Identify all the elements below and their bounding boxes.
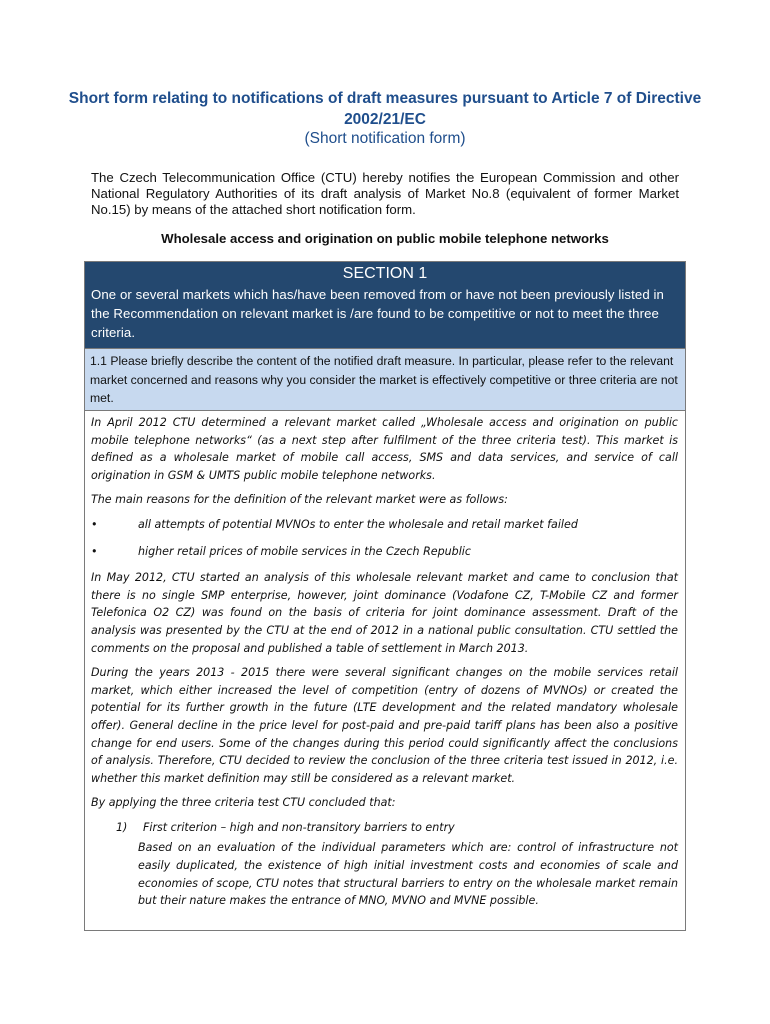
criterion-title: First criterion – high and non-transitory barriers to entry [143,820,455,834]
section-title: SECTION 1 [342,265,428,282]
bullet-item [91,516,678,534]
criterion-number: 1) [116,820,128,834]
bullet-text: all attempts of potential MVNOs to enter the wholesale and retail market failed [138,517,578,531]
bullet-text: higher retail prices of mobile services in the Czech Republic [138,544,471,558]
answer-paragraph: The main reasons for the definition of the relevant market were as follows: [91,493,508,507]
answer-paragraph: By applying the three criteria test CTU concluded that: [91,796,396,810]
criterion-text: Based on an evaluation of the individual parameters which are: control of infrastructure not easily duplicated, the existence of high initial investment costs and economies of scale and economies of scope, CTU notes that structural barriers to entry on the wholesale market remain but their nature makes the entrance of MNO, MVNO and MVNE possible. [138,841,678,908]
market-heading: Wholesale access and origination on public mobile telephone networks [161,231,609,246]
form-subtitle: (Short notification form) [304,130,466,147]
answer-paragraph: During the years 2013 - 2015 there were several significant changes on the mobile services retail market, which either increased the level of competition (entry of dozens of MVNOs) or created the potential for its further growth in the future (LTE development and the related mandatory wholesale offer). General decline in the price level for post-paid and pre-paid tariff plans has been also a positive change for end users. Some of the changes during this period could significantly affect the conclusions of analysis. Therefore, CTU decided to review the conclusion of the three criteria test issued in 2012, i.e. whether this market definition may still be considered as a relevant market. [91,666,678,785]
question-1-1: 1.1 Please briefly describe the content of the notified draft measure. In particular, please refer to the relevant market concerned and reasons why you consider the market is effectively competitive or three criteria are not met. [85,349,685,411]
bullet-symbol: • [91,544,98,558]
section-header [85,262,685,349]
bullet-item [91,543,678,561]
answer-paragraph: In May 2012, CTU started an analysis of this wholesale relevant market and came to conclusion that there is no single SMP enterprise, however, joint dominance (Vodafone CZ, T-Mobile CZ and former Telefonica O2 CZ) was found on the basis of criteria for joint dominance assessment. Draft of the analysis was presented by the CTU at the end of 2012 in a national public consultation. CTU settled the comments on the proposal and published a table of settlement in March 2013. [91,571,678,655]
section-1-table [84,261,686,931]
bullet-symbol: • [91,517,98,531]
section-description: One or several markets which has/have been removed from or have not been previously listed in the Recommendation on relevant market is /are found to be competitive or not to meet the three criteria. [91,287,664,340]
answer-paragraph: In April 2012 CTU determined a relevant market called „Wholesale access and origination on public mobile telephone networks“ (as a next step after fulfilment of the three criteria test). This market is defined as a wholesale market of mobile call access, SMS and data services, and service of call origination in GSM & UMTS public mobile telephone networks. [91,416,678,482]
criterion-item [116,819,678,837]
answer-1-1 [85,411,685,910]
intro-paragraph: The Czech Telecommunication Office (CTU) hereby notifies the European Commission and other National Regulatory Authorities of its draft analysis of Market No.8 (equivalent of former Market No.15) by means of the attached short notification form. [91,170,679,217]
form-title: Short form relating to notifications of draft measures pursuant to Article 7 of Directive 2002/21/EC [68,90,702,128]
